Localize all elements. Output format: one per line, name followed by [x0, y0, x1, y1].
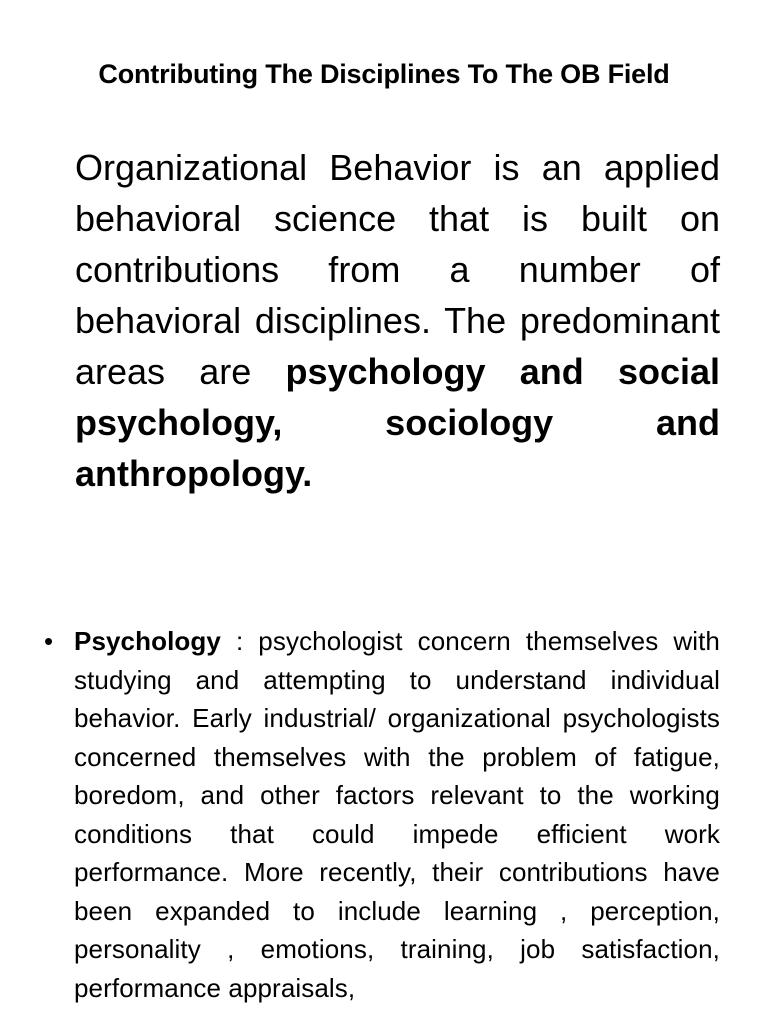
intro-paragraph: [75, 142, 720, 499]
intro-bold-text: psychology and social psychology, sociology and anthropology.: [75, 351, 721, 494]
bullet-text: [74, 622, 720, 1007]
intro-text: Organizational Behavior is an applied behavioral science that is built on contributions from a number of behavioral disciplines. The predominant areas are: [75, 147, 720, 392]
slide-title: Contributing The Disciplines To The OB Field: [98, 59, 670, 89]
bullet-term: Psychology: [74, 626, 221, 656]
bullet-body: : psychologist concern themselves with studying and attempting to understand individual behavior. Early industrial/ organizational psychologists concerned themselves with the problem of fatigue, boredom, and other factors relevant to the working conditions that could impede efficient work performance. More recently, their contributions have been expanded to include learning , perception, personality , emotions, training, job satisfaction, performance appraisals,: [74, 626, 720, 1003]
bullet-dot-icon: •: [44, 626, 54, 656]
